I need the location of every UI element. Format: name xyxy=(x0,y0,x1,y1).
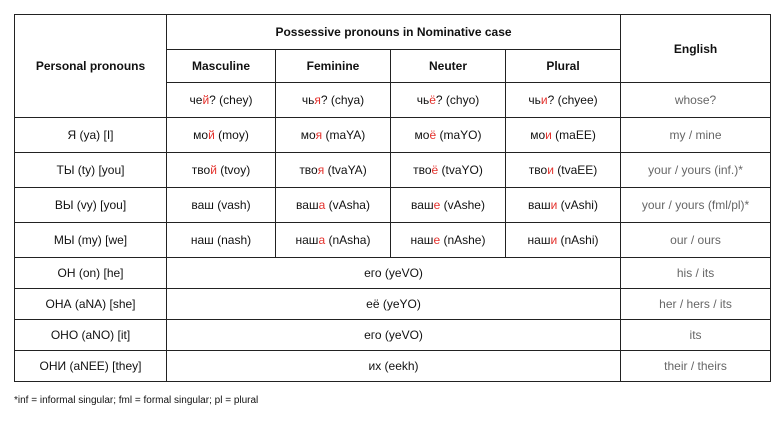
english-translation: our / ours xyxy=(621,223,771,258)
form-neuter: моё (maYO) xyxy=(391,118,506,153)
question-plural: чьи? (chyee) xyxy=(506,83,621,118)
table-row xyxy=(15,153,771,188)
personal-pronoun: ВЫ (vy) [you] xyxy=(15,188,167,223)
english-translation: my / mine xyxy=(621,118,771,153)
table-row xyxy=(15,289,771,320)
question-neuter: чьё? (chyo) xyxy=(391,83,506,118)
form-masculine: ваш (vash) xyxy=(167,188,276,223)
question-feminine: чья? (chya) xyxy=(276,83,391,118)
footnote: *inf = informal singular; fml = formal singular; pl = plural xyxy=(14,395,259,406)
english-translation: its xyxy=(621,320,771,351)
form-masculine: мой (moy) xyxy=(167,118,276,153)
form-invariable: её (yeYO) xyxy=(167,289,621,320)
question-masculine: чей? (chey) xyxy=(167,83,276,118)
personal-pronoun: ОН (on) [he] xyxy=(15,258,167,289)
personal-pronoun: ОНИ (aNEE) [they] xyxy=(15,351,167,382)
form-neuter: наше (nAshe) xyxy=(391,223,506,258)
header-masculine: Masculine xyxy=(167,50,276,83)
possessive-pronouns-table xyxy=(14,14,771,382)
form-feminine: наша (nAsha) xyxy=(276,223,391,258)
english-translation: his / its xyxy=(621,258,771,289)
form-invariable: их (eekh) xyxy=(167,351,621,382)
table-row xyxy=(15,188,771,223)
form-plural: наши (nAshi) xyxy=(506,223,621,258)
personal-pronoun: ОНА (aNA) [she] xyxy=(15,289,167,320)
form-plural: мои (maEE) xyxy=(506,118,621,153)
form-plural: твои (tvaEE) xyxy=(506,153,621,188)
header-personal-pronouns: Personal pronouns xyxy=(15,15,167,118)
personal-pronoun: МЫ (my) [we] xyxy=(15,223,167,258)
english-translation: your / yours (inf.)* xyxy=(621,153,771,188)
form-plural: ваши (vAshi) xyxy=(506,188,621,223)
english-translation: her / hers / its xyxy=(621,289,771,320)
table-row xyxy=(15,351,771,382)
personal-pronoun: Я (ya) [I] xyxy=(15,118,167,153)
form-feminine: ваша (vAsha) xyxy=(276,188,391,223)
personal-pronoun: ТЫ (ty) [you] xyxy=(15,153,167,188)
header-feminine: Feminine xyxy=(276,50,391,83)
english-translation: your / yours (fml/pl)* xyxy=(621,188,771,223)
header-neuter: Neuter xyxy=(391,50,506,83)
table-row xyxy=(15,320,771,351)
form-neuter: ваше (vAshe) xyxy=(391,188,506,223)
table-row xyxy=(15,258,771,289)
form-invariable: его (yeVO) xyxy=(167,258,621,289)
form-masculine: твой (tvoy) xyxy=(167,153,276,188)
form-feminine: твоя (tvaYA) xyxy=(276,153,391,188)
header-possessive: Possessive pronouns in Nominative case xyxy=(167,15,621,50)
table-row xyxy=(15,118,771,153)
form-neuter: твоё (tvaYO) xyxy=(391,153,506,188)
form-feminine: моя (maYA) xyxy=(276,118,391,153)
personal-pronoun: ОНО (aNO) [it] xyxy=(15,320,167,351)
table-row xyxy=(15,223,771,258)
header-plural: Plural xyxy=(506,50,621,83)
english-translation: their / theirs xyxy=(621,351,771,382)
form-masculine: наш (nash) xyxy=(167,223,276,258)
question-english: whose? xyxy=(621,83,771,118)
form-invariable: его (yeVO) xyxy=(167,320,621,351)
header-english: English xyxy=(621,15,771,83)
